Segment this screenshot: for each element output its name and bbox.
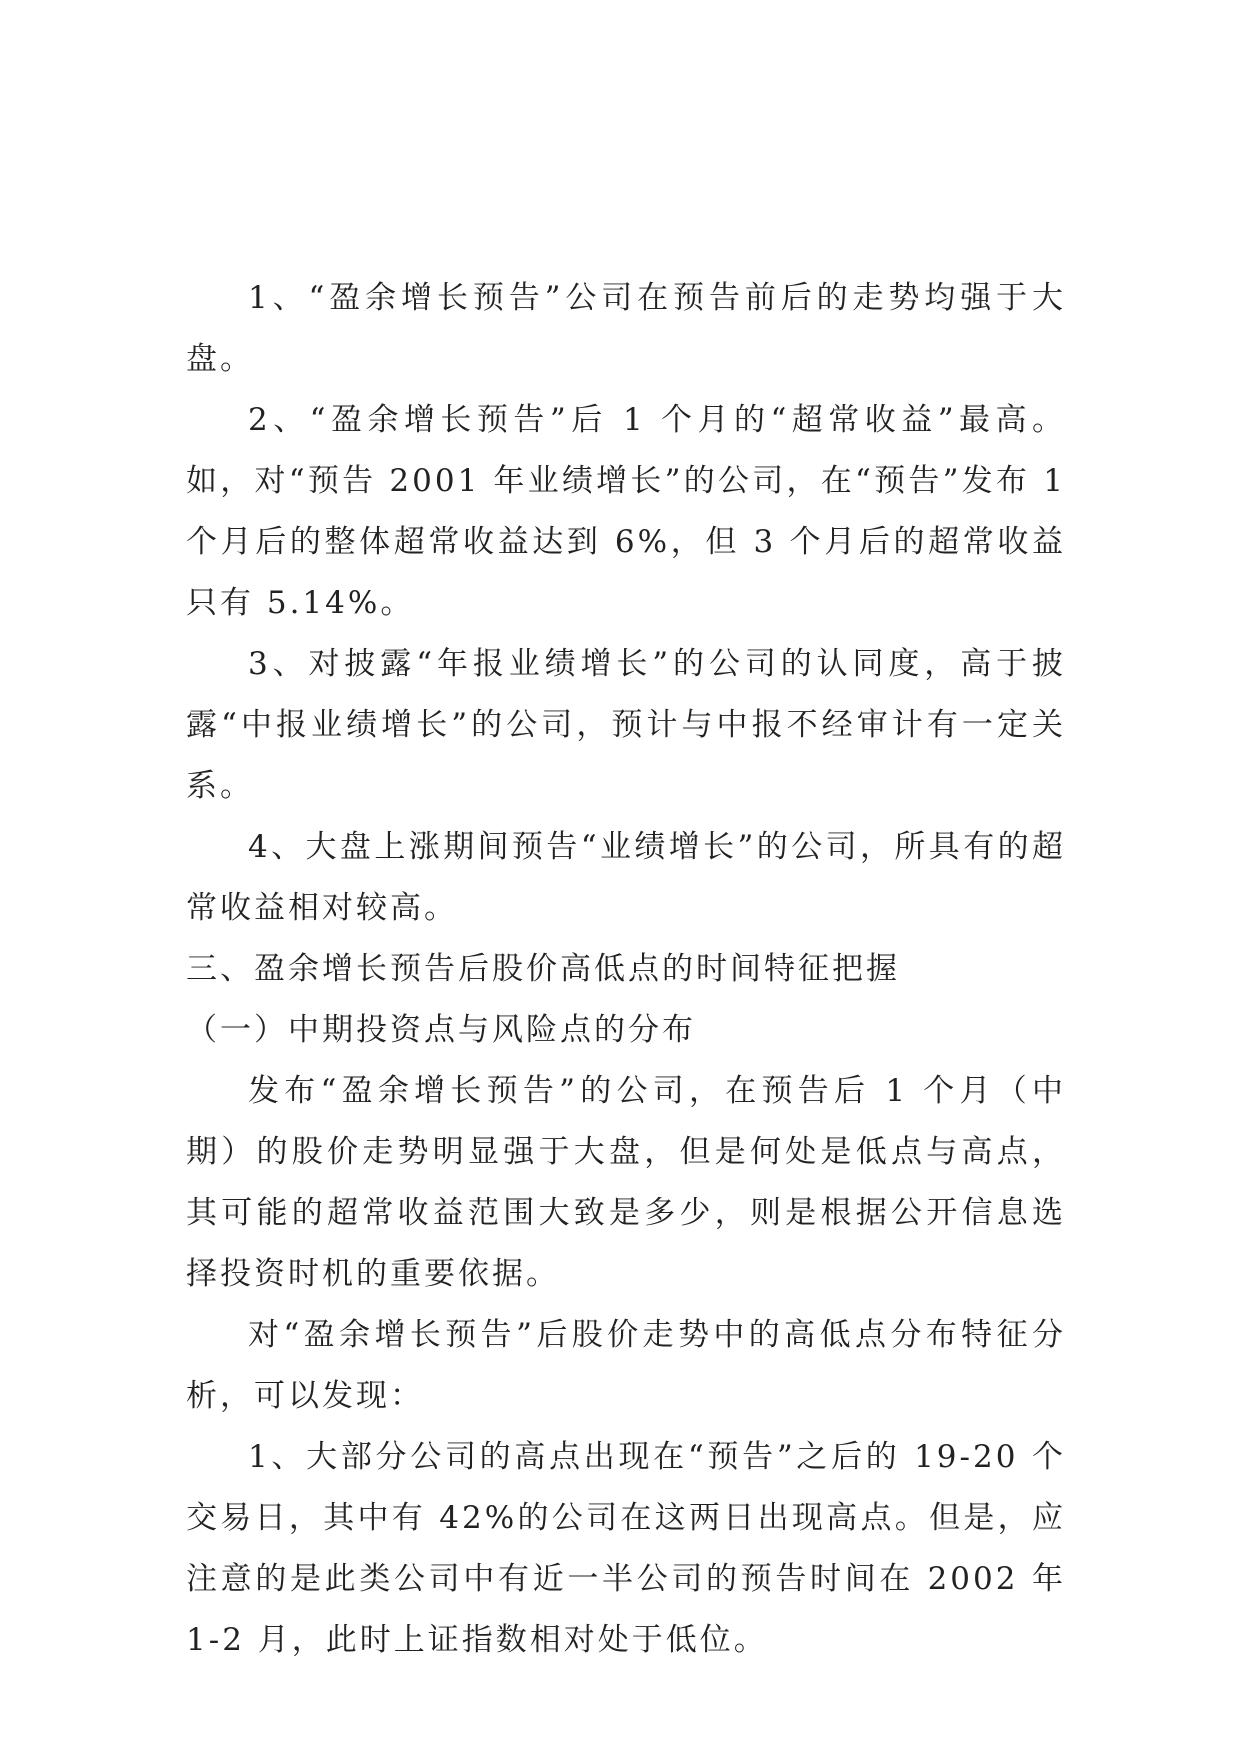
paragraph-finding-1: 1、“盈余增长预告”公司在预告前后的走势均强于大盘。: [186, 280, 1066, 377]
document-body: [186, 268, 1066, 1671]
paragraph-intro: 发布“盈余增长预告”的公司，在预告后 1 个月（中期）的股价走势明显强于大盘，但是何处是低点与高点，其可能的超常收益范围大致是多少，则是根据公开信息选择投资时机的重要依据。: [186, 1073, 1066, 1292]
paragraph-finding-3: 3、对披露“年报业绩增长”的公司的认同度，高于披露“中报业绩增长”的公司，预计与中报不经审计有一定关系。: [186, 646, 1066, 804]
paragraph-point-1: 1、大部分公司的高点出现在“预告”之后的 19-20 个交易日，其中有 42%的公司在这两日出现高点。但是，应注意的是此类公司中有近一半公司的预告时间在 2002 年 1-2 月，此时上证指数相对处于低位。: [186, 1439, 1066, 1658]
paragraph-analysis: 对“盈余增长预告”后股价走势中的高低点分布特征分析，可以发现：: [186, 1317, 1066, 1414]
section-heading: 三、盈余增长预告后股价高低点的时间特征把握: [186, 951, 900, 987]
paragraph-finding-2: 2、“盈余增长预告”后 1 个月的“超常收益”最高。如，对“预告 2001 年业绩增长”的公司，在“预告”发布 1 个月后的整体超常收益达到 6%，但 3 个月后的超常收益只有 5.14%。: [186, 402, 1066, 621]
paragraph-finding-4: 4、大盘上涨期间预告“业绩增长”的公司，所具有的超常收益相对较高。: [186, 829, 1066, 926]
subsection-heading: （一）中期投资点与风险点的分布: [186, 1012, 696, 1048]
